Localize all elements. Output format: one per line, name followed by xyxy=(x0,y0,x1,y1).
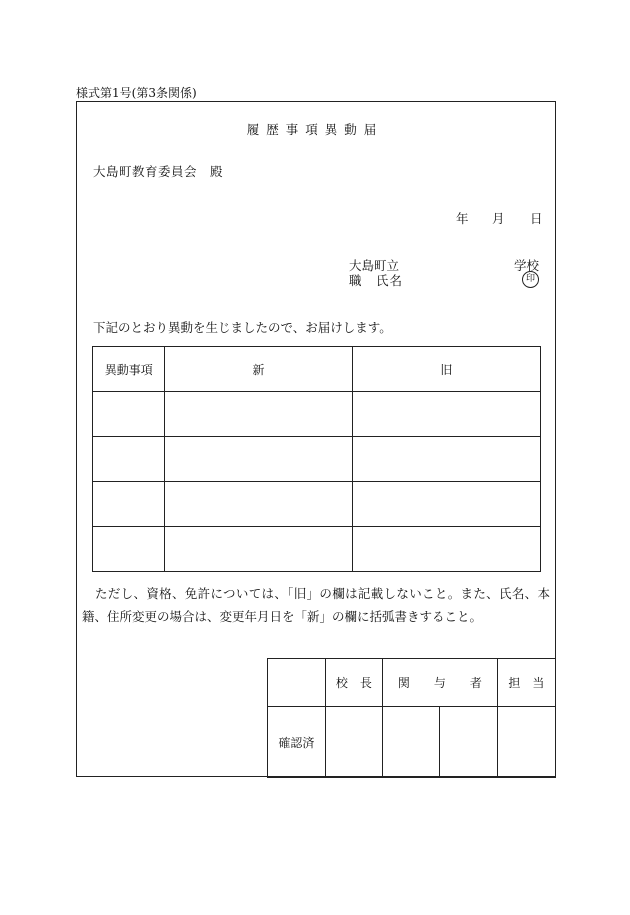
approval-table xyxy=(267,658,556,778)
approval-cell-in-charge[interactable] xyxy=(497,707,555,778)
table-cell[interactable] xyxy=(165,437,352,482)
table-cell[interactable] xyxy=(165,482,352,527)
approval-row-label: 確認済 xyxy=(268,707,326,778)
header-principal: 校 長 xyxy=(325,659,382,707)
table-cell[interactable] xyxy=(352,527,540,572)
table-cell[interactable] xyxy=(352,482,540,527)
form-number-label: 様式第1号(第3条関係) xyxy=(76,86,197,100)
approval-corner-cell xyxy=(268,659,326,707)
table-row xyxy=(93,527,541,572)
approval-cell-involved-2[interactable] xyxy=(439,707,497,778)
table-cell[interactable] xyxy=(165,527,352,572)
date-month: 月 xyxy=(492,211,505,226)
table-row xyxy=(93,482,541,527)
name-label: 職 氏名 xyxy=(349,273,404,288)
header-new: 新 xyxy=(165,347,352,392)
changes-table xyxy=(92,346,541,572)
approval-header-row xyxy=(268,659,556,707)
table-cell[interactable] xyxy=(93,437,165,482)
notice-text: 下記のとおり異動を生じましたので、お届けします。 xyxy=(93,320,392,335)
table-cell[interactable] xyxy=(352,392,540,437)
header-involved: 関 与 者 xyxy=(382,659,497,707)
table-row xyxy=(93,437,541,482)
date-year: 年 xyxy=(456,211,469,226)
approval-row xyxy=(268,707,556,778)
table-cell[interactable] xyxy=(165,392,352,437)
addressee: 大島町教育委員会 殿 xyxy=(93,164,224,179)
date-day: 日 xyxy=(530,211,543,226)
header-change-item: 異動事項 xyxy=(93,347,165,392)
changes-header-row xyxy=(93,347,541,392)
table-cell[interactable] xyxy=(93,527,165,572)
table-cell[interactable] xyxy=(93,482,165,527)
table-cell[interactable] xyxy=(352,437,540,482)
seal-mark: 印 xyxy=(522,271,539,288)
header-old: 旧 xyxy=(352,347,540,392)
school-prefix: 大島町立 xyxy=(349,258,400,273)
table-cell[interactable] xyxy=(93,392,165,437)
approval-cell-involved-1[interactable] xyxy=(382,707,439,778)
approval-cell-principal[interactable] xyxy=(325,707,382,778)
header-in-charge: 担 当 xyxy=(497,659,555,707)
table-row xyxy=(93,392,541,437)
form-title: 履歴事項異動届 xyxy=(246,122,384,137)
note-text: ただし、資格、免許については、「旧」の欄は記載しないこと。また、氏名、本籍、住所変更の場合は、変更年月日を「新」の欄に括弧書きすること。 xyxy=(82,586,550,624)
school-suffix: 学校 xyxy=(514,258,540,273)
